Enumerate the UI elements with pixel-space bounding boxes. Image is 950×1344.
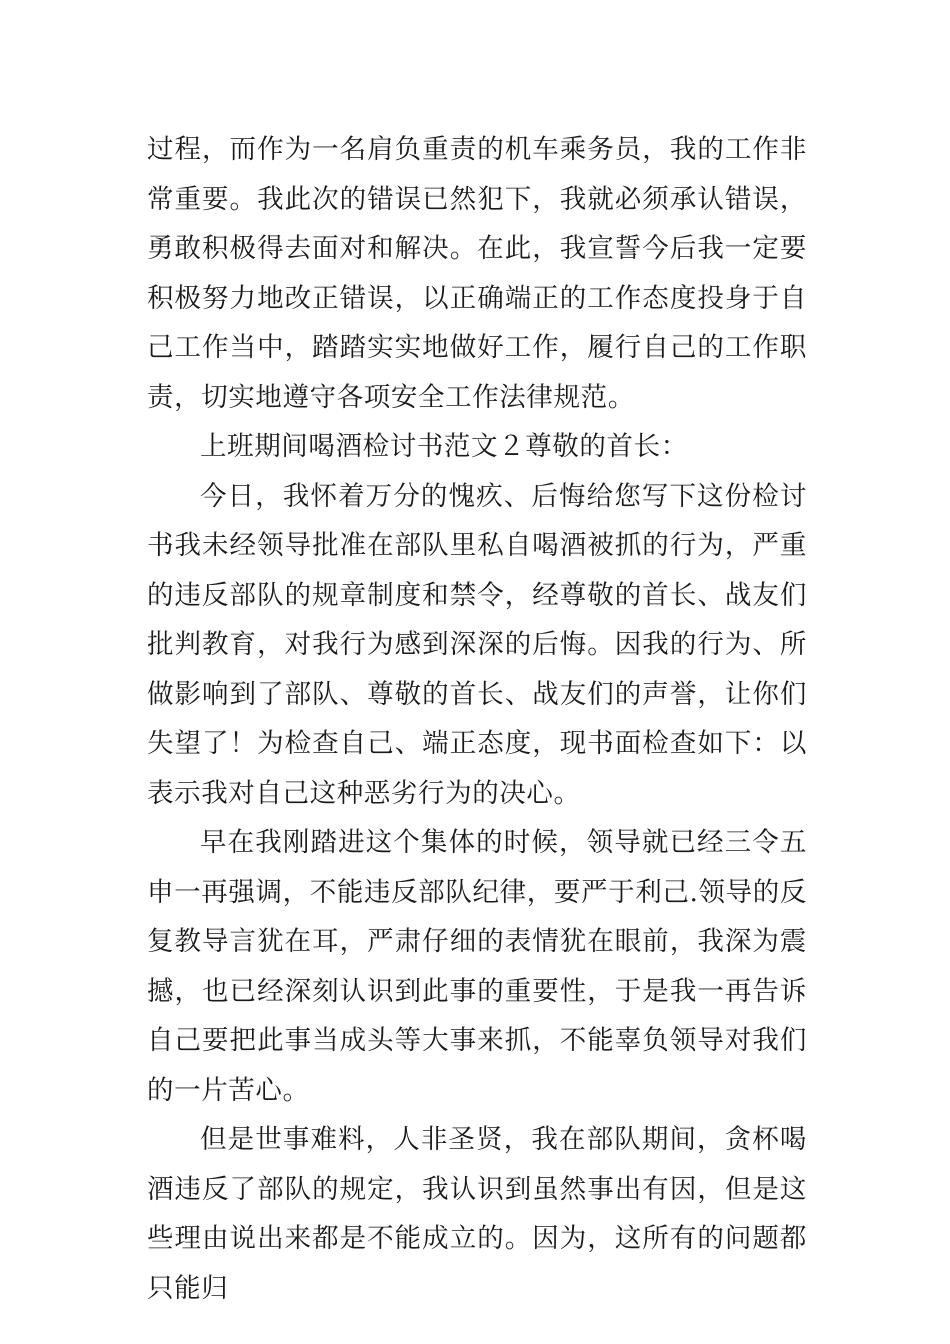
paragraph-5: 但是世事难料，人非圣贤，我在部队期间，贪杯喝酒违反了部队的规定，我认识到虽然事出有因，但是这些理由说出来都是不能成立的。因为，这所有的问题都只能归 <box>147 1124 807 1304</box>
paragraph-3: 今日，我怀着万分的愧疚、后悔给您写下这份检讨书我未经领导批准在部队里私自喝酒被抓的行为，严重的违反部队的规章制度和禁令，经尊敬的首长、战友们批判教育，对我行为感到深深的后悔。因我的行为、所做影响到了部队、尊敬的首长、战友们的声誉，让你们失望了！为检查自己、端正态度，现书面检查如下：以表示我对自己这种恶劣行为的决心。 <box>147 480 807 809</box>
paragraph-2-heading: 上班期间喝酒检讨书范文２尊敬的首长： <box>200 431 688 462</box>
document-body <box>147 125 807 1313</box>
paragraph-1: 过程，而作为一名肩负重责的机车乘务员，我的工作非常重要。我此次的错误已然犯下，我就必须承认错误，勇敢积极得去面对和解决。在此，我宣誓今后我一定要积极努力地改正错误，以正确端正的工作态度投身于自己工作当中，踏踏实实地做好工作，履行自己的工作职责，切实地遵守各项安全工作法律规范。 <box>147 134 807 413</box>
paragraph-4: 早在我刚踏进这个集体的时候，领导就已经三令五申一再强调，不能违反部队纪律，要严于利己.领导的反复教导言犹在耳，严肃仔细的表情犹在眼前，我深为震撼，也已经深刻认识到此事的重要性，于是我一再告诉自己要把此事当成头等大事来抓，不能辜负领导对我们的一片苦心。 <box>147 827 807 1106</box>
